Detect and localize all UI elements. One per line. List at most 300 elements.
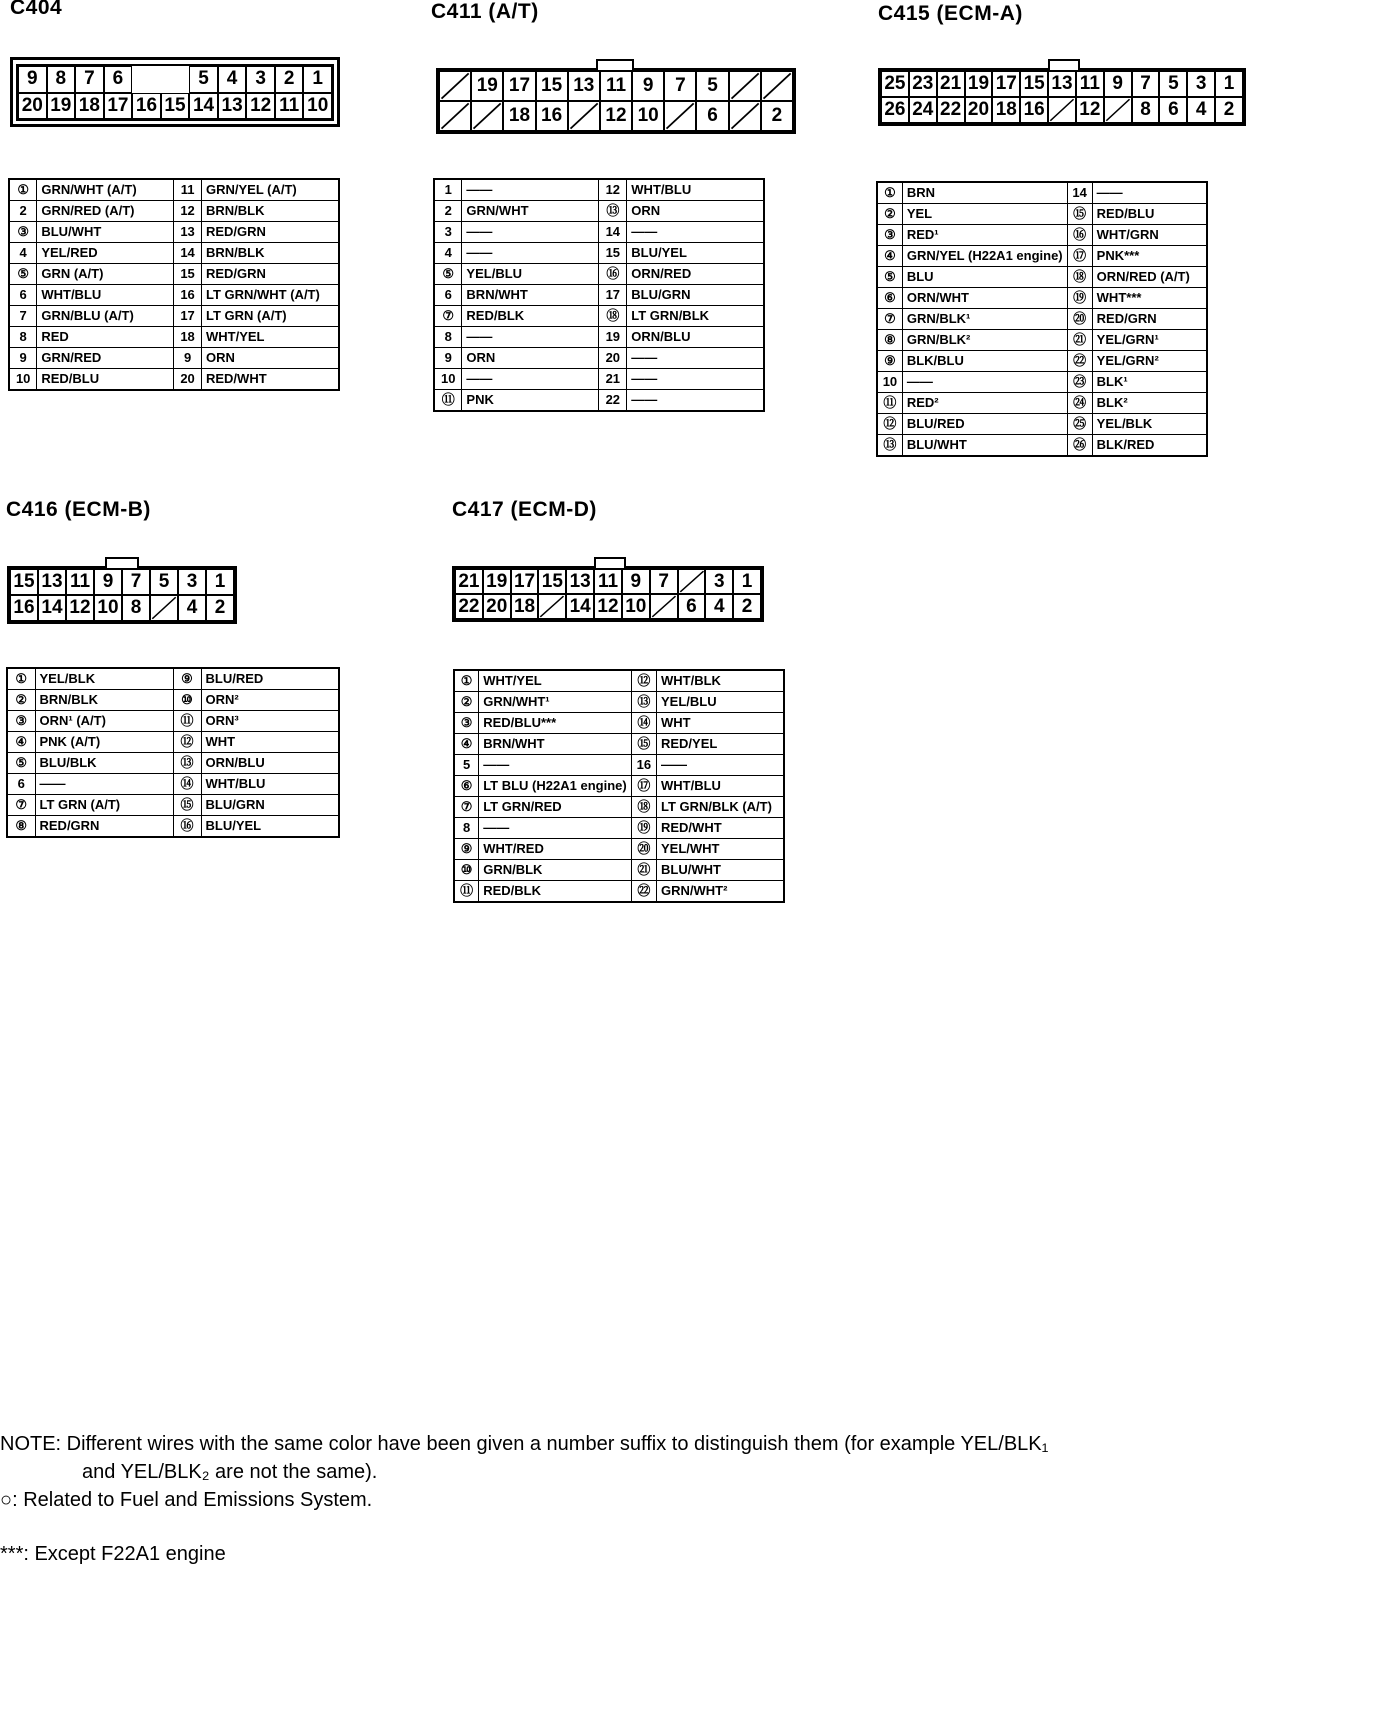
wire-color: ——: [462, 243, 599, 264]
pin-number: ⑯: [1067, 225, 1092, 246]
pin-number: 8: [454, 818, 479, 839]
pin-number: ③: [9, 222, 37, 243]
wire-color: GRN/WHT²: [656, 881, 784, 903]
pin-cavity: 12: [594, 594, 622, 619]
wire-color: ——: [462, 327, 599, 348]
pin-number: 7: [9, 306, 37, 327]
wire-color: WHT/GRN: [1092, 225, 1207, 246]
pin-row: [434, 179, 764, 201]
pin-cavity: 16: [132, 93, 161, 120]
pin-number: ⑩: [454, 860, 479, 881]
wire-color: YEL/RED: [37, 243, 174, 264]
wire-color: WHT/YEL: [479, 670, 632, 692]
wire-color: WHT/BLU: [201, 774, 339, 795]
pin-cavity: 5: [696, 71, 728, 101]
pin-table-c411: [433, 178, 765, 412]
pin-row: [7, 774, 339, 795]
pin-row: [877, 372, 1207, 393]
wire-color: BLU/BLK: [35, 753, 173, 774]
wire-color: BLK¹: [1092, 372, 1207, 393]
pin-cavity: 2: [206, 595, 234, 621]
pin-row: [434, 327, 764, 348]
pin-number: ④: [7, 732, 35, 753]
pin-row: [434, 222, 764, 243]
pin-number: 12: [174, 201, 202, 222]
pin-number: ⑪: [173, 711, 201, 732]
connector-gap: [161, 66, 190, 93]
wire-color: BLK²: [1092, 393, 1207, 414]
wire-color: GRN/BLK: [479, 860, 632, 881]
pin-number: ⑰: [631, 776, 656, 797]
wire-color: RED: [37, 327, 174, 348]
pin-cavity: 9: [632, 71, 664, 101]
pin-cavity: 9: [94, 569, 122, 595]
pin-number: 9: [434, 348, 462, 369]
pin-number: ⑫: [173, 732, 201, 753]
pin-row: [9, 264, 339, 285]
pin-cavity: 4: [178, 595, 206, 621]
connector-latch: [1048, 59, 1080, 70]
pin-cavity: 17: [511, 569, 539, 594]
pin-number: 16: [174, 285, 202, 306]
pin-cavity: 7: [650, 569, 678, 594]
pin-row: [434, 390, 764, 412]
pin-number: 6: [9, 285, 37, 306]
pin-row: [454, 797, 784, 818]
pin-row: [434, 243, 764, 264]
pin-number: 14: [174, 243, 202, 264]
pin-number: 9: [174, 348, 202, 369]
pin-cavity: 7: [664, 71, 696, 101]
pin-number: ⑪: [877, 393, 902, 414]
pin-row: [877, 330, 1207, 351]
pin-number: ㉓: [1067, 372, 1092, 393]
pin-cavity: 12: [600, 101, 632, 131]
empty-cavity: [664, 101, 696, 131]
pin-cavity: 12: [1076, 97, 1104, 123]
pin-row: [9, 369, 339, 391]
connector-face-c411: [436, 68, 796, 134]
pin-cavity: 12: [66, 595, 94, 621]
pin-number: 21: [599, 369, 627, 390]
pin-cavity: 4: [1187, 97, 1215, 123]
pin-cavity: 20: [18, 93, 47, 120]
wire-color: ——: [462, 179, 599, 201]
pin-number: ①: [877, 182, 902, 204]
pin-cavity: 17: [992, 71, 1020, 97]
empty-cavity: [678, 569, 706, 594]
pin-number: ⑲: [631, 818, 656, 839]
empty-cavity: [1104, 97, 1132, 123]
pin-cavity: 5: [1159, 71, 1187, 97]
pin-number: 14: [599, 222, 627, 243]
pin-number: ①: [9, 179, 37, 201]
pin-number: ⑱: [1067, 267, 1092, 288]
connector-title-c417: C417 (ECM-D): [452, 498, 597, 521]
pin-number: ②: [454, 692, 479, 713]
wire-color: RED¹: [902, 225, 1067, 246]
pin-number: ㉕: [1067, 414, 1092, 435]
pin-number: 15: [174, 264, 202, 285]
pin-table-c417: [453, 669, 785, 903]
pin-number: 17: [174, 306, 202, 327]
pin-number: 4: [434, 243, 462, 264]
pin-number: ⑪: [434, 390, 462, 412]
pin-row: [434, 306, 764, 327]
connector-title-c416: C416 (ECM-B): [6, 498, 151, 521]
empty-cavity: [650, 594, 678, 619]
pin-row: [454, 860, 784, 881]
pin-row: [9, 285, 339, 306]
pin-number: ⑦: [454, 797, 479, 818]
pin-cavity: 14: [566, 594, 594, 619]
connector-title-c411: C411 (A/T): [431, 0, 539, 23]
pin-row: [9, 222, 339, 243]
connector-title-c415: C415 (ECM-A): [878, 2, 1023, 25]
wire-color: BLU/YEL: [627, 243, 764, 264]
pin-row: [9, 179, 339, 201]
wire-color: ORN/RED: [627, 264, 764, 285]
wire-color: GRN/RED (A/T): [37, 201, 174, 222]
wire-color: GRN/WHT¹: [479, 692, 632, 713]
pin-cavity: 11: [1076, 71, 1104, 97]
wire-color: BLU/RED: [902, 414, 1067, 435]
pin-table-c404: [8, 178, 340, 391]
pin-cavity: 14: [38, 595, 66, 621]
connector-face-c415: [878, 68, 1246, 126]
wire-color: RED/GRN: [1092, 309, 1207, 330]
wire-color: YEL/GRN¹: [1092, 330, 1207, 351]
empty-cavity: [761, 71, 793, 101]
wire-color: ——: [902, 372, 1067, 393]
pin-cavity: 23: [909, 71, 937, 97]
pin-row: [434, 264, 764, 285]
pin-cavity: 24: [909, 97, 937, 123]
pin-row: [7, 732, 339, 753]
pin-number: ⑥: [877, 288, 902, 309]
pin-row: [454, 818, 784, 839]
note-line-4: ***: Except F22A1 engine: [0, 1543, 226, 1565]
pin-number: ⑯: [599, 264, 627, 285]
pin-number: ⑤: [9, 264, 37, 285]
pin-number: ㉒: [1067, 351, 1092, 372]
pin-cavity: 10: [303, 93, 332, 120]
wire-color: BRN/WHT: [462, 285, 599, 306]
pin-cavity: 4: [705, 594, 733, 619]
pin-number: 12: [599, 179, 627, 201]
connector-latch: [594, 557, 626, 568]
wire-color: PNK (A/T): [35, 732, 173, 753]
pin-cavity: 13: [38, 569, 66, 595]
pin-number: ⑦: [877, 309, 902, 330]
pin-cavity: 2: [733, 594, 761, 619]
pin-cavity: 11: [275, 93, 304, 120]
pin-row: [7, 711, 339, 732]
wire-color: LT GRN (A/T): [201, 306, 339, 327]
note-line-2: and YEL/BLK₂ are not the same).: [82, 1461, 378, 1483]
pin-number: ㉒: [631, 881, 656, 903]
wire-color: YEL/BLK: [35, 668, 173, 690]
wire-color: ORN/RED (A/T): [1092, 267, 1207, 288]
wire-color: RED/WHT: [201, 369, 339, 391]
pin-cavity: 15: [161, 93, 190, 120]
empty-cavity: [439, 71, 471, 101]
pin-cavity: 4: [218, 66, 247, 93]
pin-number: ⑬: [599, 201, 627, 222]
pin-number: ⑨: [877, 351, 902, 372]
pin-cavity: 1: [1215, 71, 1243, 97]
pin-row: [877, 393, 1207, 414]
pin-cavity: 3: [705, 569, 733, 594]
wire-color: ——: [627, 390, 764, 412]
pin-number: ⑤: [7, 753, 35, 774]
wire-color: RED/WHT: [656, 818, 784, 839]
wire-color: BLU: [902, 267, 1067, 288]
pin-number: ⑨: [173, 668, 201, 690]
wire-color: ORN/WHT: [902, 288, 1067, 309]
pin-cavity: 13: [566, 569, 594, 594]
wire-color: LT GRN/BLK: [627, 306, 764, 327]
wire-color: BLU/WHT: [656, 860, 784, 881]
pin-cavity: 9: [18, 66, 47, 93]
pin-cavity: 8: [47, 66, 76, 93]
empty-cavity: [729, 101, 761, 131]
pin-row: [454, 692, 784, 713]
pin-cavity: 6: [678, 594, 706, 619]
wire-color: LT GRN/RED: [479, 797, 632, 818]
wire-color: LT GRN/BLK (A/T): [656, 797, 784, 818]
wire-color: ——: [627, 348, 764, 369]
wire-color: GRN (A/T): [37, 264, 174, 285]
pin-cavity: 6: [696, 101, 728, 131]
note-line-3: ○: Related to Fuel and Emissions System.: [0, 1489, 373, 1511]
pin-cavity: 6: [1159, 97, 1187, 123]
pin-number: 10: [9, 369, 37, 391]
pin-number: 9: [9, 348, 37, 369]
empty-cavity: [471, 101, 503, 131]
wire-color: ——: [462, 222, 599, 243]
wire-color: ORN: [462, 348, 599, 369]
wire-color: BLK/RED: [1092, 435, 1207, 457]
wire-color: ——: [627, 222, 764, 243]
pin-number: ⑨: [454, 839, 479, 860]
pin-number: 22: [599, 390, 627, 412]
wire-color: BLU/YEL: [201, 816, 339, 838]
wire-color: BLU/WHT: [37, 222, 174, 243]
pin-row: [454, 839, 784, 860]
pin-number: ⑭: [173, 774, 201, 795]
empty-cavity: [1048, 97, 1076, 123]
pin-number: ⑮: [631, 734, 656, 755]
wire-color: BRN/BLK: [35, 690, 173, 711]
wire-color: WHT: [201, 732, 339, 753]
pin-cavity: 10: [622, 594, 650, 619]
wire-color: RED/GRN: [201, 264, 339, 285]
pin-row: [7, 668, 339, 690]
pin-cavity: 15: [538, 569, 566, 594]
wire-color: BLK/BLU: [902, 351, 1067, 372]
pin-number: ㉔: [1067, 393, 1092, 414]
wire-color: RED/GRN: [35, 816, 173, 838]
pin-cavity: 18: [75, 93, 104, 120]
wire-color: YEL/BLK: [1092, 414, 1207, 435]
pin-number: 4: [9, 243, 37, 264]
pin-cavity: 25: [881, 71, 909, 97]
wire-color: WHT: [656, 713, 784, 734]
connector-latch: [105, 557, 139, 568]
note-line-1: NOTE: Different wires with the same color have been given a number suffix to distinguish them (for example YEL/BLK₁: [0, 1433, 1049, 1455]
wire-color: YEL/GRN²: [1092, 351, 1207, 372]
wire-color: ——: [479, 755, 632, 776]
pin-number: 15: [599, 243, 627, 264]
connector-gap: [132, 66, 161, 93]
pin-number: ⑬: [631, 692, 656, 713]
wire-color: BRN/BLK: [201, 243, 339, 264]
wire-color: BLU/GRN: [201, 795, 339, 816]
wire-color: RED²: [902, 393, 1067, 414]
pin-number: ㉑: [631, 860, 656, 881]
pin-number: 14: [1067, 182, 1092, 204]
pin-number: 8: [434, 327, 462, 348]
pin-table-c415: [876, 181, 1208, 457]
pin-row: [454, 670, 784, 692]
pin-number: 8: [9, 327, 37, 348]
pin-cavity: 26: [881, 97, 909, 123]
pin-number: 20: [174, 369, 202, 391]
pin-number: 10: [877, 372, 902, 393]
pin-cavity: 13: [1048, 71, 1076, 97]
pin-number: ②: [7, 690, 35, 711]
connector-face-c417: [452, 566, 764, 622]
pin-cavity: 19: [965, 71, 993, 97]
wire-color: WHT/BLU: [656, 776, 784, 797]
pin-cavity: 13: [568, 71, 600, 101]
pin-row: [7, 816, 339, 838]
wire-color: RED/YEL: [656, 734, 784, 755]
pin-number: 16: [631, 755, 656, 776]
wire-color: RED/BLK: [479, 881, 632, 903]
pin-cavity: 3: [178, 569, 206, 595]
pin-cavity: 1: [733, 569, 761, 594]
pin-cavity: 11: [66, 569, 94, 595]
pin-cavity: 17: [104, 93, 133, 120]
wire-color: WHT***: [1092, 288, 1207, 309]
pin-row: [454, 776, 784, 797]
empty-cavity: [538, 594, 566, 619]
pin-number: ①: [454, 670, 479, 692]
wire-color: RED/BLU: [1092, 204, 1207, 225]
wire-color: BRN: [902, 182, 1067, 204]
wire-color: ——: [479, 818, 632, 839]
pin-cavity: 18: [511, 594, 539, 619]
pin-number: ⑦: [434, 306, 462, 327]
wire-color: LT BLU (H22A1 engine): [479, 776, 632, 797]
pin-cavity: 12: [246, 93, 275, 120]
pin-number: ⑮: [173, 795, 201, 816]
pin-number: 11: [174, 179, 202, 201]
pin-number: ⑱: [599, 306, 627, 327]
pin-number: ⑩: [173, 690, 201, 711]
pin-row: [9, 306, 339, 327]
wire-color: BRN/WHT: [479, 734, 632, 755]
pin-number: 20: [599, 348, 627, 369]
pin-cavity: 7: [75, 66, 104, 93]
pin-number: ⑥: [454, 776, 479, 797]
pin-cavity: 1: [303, 66, 332, 93]
pin-cavity: 21: [937, 71, 965, 97]
pin-row: [7, 795, 339, 816]
wire-color: GRN/YEL (H22A1 engine): [902, 246, 1067, 267]
empty-cavity: [568, 101, 600, 131]
pin-row: [434, 285, 764, 306]
pin-number: 18: [174, 327, 202, 348]
wire-color: ——: [462, 369, 599, 390]
pin-row: [454, 755, 784, 776]
wire-color: ORN²: [201, 690, 339, 711]
pin-cavity: 15: [10, 569, 38, 595]
wire-color: GRN/BLK¹: [902, 309, 1067, 330]
wire-color: ORN³: [201, 711, 339, 732]
pin-number: ⑬: [173, 753, 201, 774]
pin-cavity: 20: [483, 594, 511, 619]
wire-color: BLU/GRN: [627, 285, 764, 306]
wire-color: ORN¹ (A/T): [35, 711, 173, 732]
wire-color: RED/BLU: [37, 369, 174, 391]
pin-cavity: 15: [1020, 71, 1048, 97]
pin-cavity: 11: [594, 569, 622, 594]
pin-row: [434, 201, 764, 222]
pin-cavity: 9: [1104, 71, 1132, 97]
pin-number: ⑧: [7, 816, 35, 838]
pin-number: ④: [877, 246, 902, 267]
pin-cavity: 3: [1187, 71, 1215, 97]
pin-row: [877, 435, 1207, 457]
wire-color: LT GRN (A/T): [35, 795, 173, 816]
wire-color: RED/GRN: [201, 222, 339, 243]
pin-cavity: 16: [1020, 97, 1048, 123]
pin-number: 2: [434, 201, 462, 222]
wire-color: YEL/WHT: [656, 839, 784, 860]
pin-number: ⑧: [877, 330, 902, 351]
pin-number: ⑤: [877, 267, 902, 288]
wire-color: GRN/YEL (A/T): [201, 179, 339, 201]
pin-cavity: 2: [761, 101, 793, 131]
pin-number: ⑫: [631, 670, 656, 692]
pin-cavity: 11: [600, 71, 632, 101]
pin-cavity: 6: [104, 66, 133, 93]
pin-number: 10: [434, 369, 462, 390]
connector-face-c416: [7, 566, 237, 624]
wire-color: ——: [656, 755, 784, 776]
pin-number: ⑳: [1067, 309, 1092, 330]
wire-color: GRN/BLK²: [902, 330, 1067, 351]
pin-cavity: 16: [10, 595, 38, 621]
wire-color: WHT/BLK: [656, 670, 784, 692]
pin-number: 19: [599, 327, 627, 348]
wire-color: ORN/BLU: [627, 327, 764, 348]
pin-number: ⑪: [454, 881, 479, 903]
pin-row: [877, 246, 1207, 267]
pin-row: [877, 351, 1207, 372]
pin-number: 6: [434, 285, 462, 306]
pin-number: ③: [7, 711, 35, 732]
wire-color: GRN/WHT (A/T): [37, 179, 174, 201]
pin-number: ⑰: [1067, 246, 1092, 267]
pin-cavity: 14: [189, 93, 218, 120]
wire-color: RED/BLK: [462, 306, 599, 327]
pin-row: [9, 327, 339, 348]
wire-color: LT GRN/WHT (A/T): [201, 285, 339, 306]
